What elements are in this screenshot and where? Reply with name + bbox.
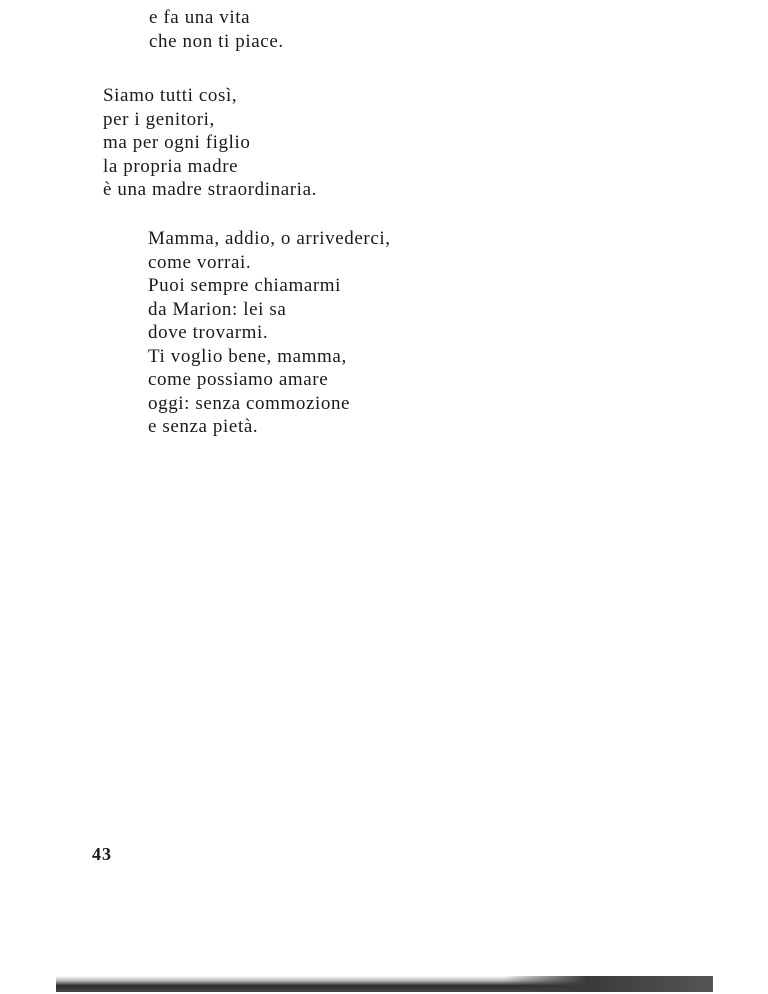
poem-line: Siamo tutti così, bbox=[103, 85, 238, 106]
poem-line: la propria madre bbox=[103, 155, 239, 177]
poem-line: come vorrai. bbox=[148, 251, 252, 273]
poem-line: oggi: senza commozione bbox=[148, 392, 351, 414]
poem-line: è una madre straordinaria. bbox=[103, 179, 317, 200]
poem-line: Ti voglio bene, mamma, bbox=[148, 345, 347, 367]
poem-stanza-2 bbox=[103, 84, 317, 202]
poem-line: e fa una vita bbox=[149, 7, 251, 28]
poem-line: da Marion: lei sa bbox=[148, 298, 287, 320]
poem-line: e senza pietà. bbox=[148, 416, 259, 437]
poem-line: che non ti piace. bbox=[149, 30, 284, 52]
poem-line: dove trovarmi. bbox=[148, 322, 269, 343]
page-number: 43 bbox=[92, 844, 112, 864]
scan-edge-shadow bbox=[56, 976, 713, 992]
poem-line: Mamma, addio, o arrivederci, bbox=[148, 228, 391, 249]
poem-line: come possiamo amare bbox=[148, 369, 329, 390]
poem-line: per i genitori, bbox=[103, 108, 215, 130]
poem-line: Puoi sempre chiamarmi bbox=[148, 275, 342, 296]
poem-line: ma per ogni figlio bbox=[103, 132, 251, 153]
poem-stanza-1 bbox=[149, 6, 284, 53]
poem-stanza-3 bbox=[148, 227, 391, 439]
